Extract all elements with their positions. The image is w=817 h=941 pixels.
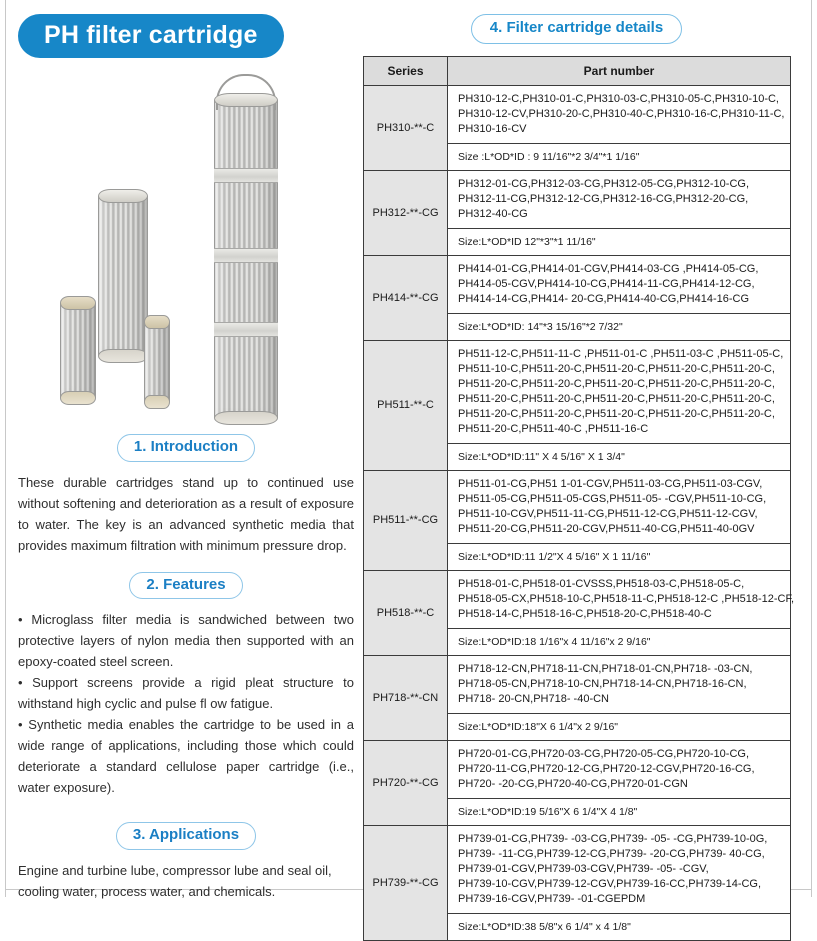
slim-cartridge-front	[144, 322, 170, 402]
part-number-cell	[448, 825, 791, 913]
section-pill-label: 1. Introduction	[117, 434, 255, 462]
part-number-line: PH511-20-CG,PH511-20-CGV,PH511-40-CG,PH511-40-0GV	[458, 522, 755, 535]
page-frame-right-line	[811, 0, 812, 897]
cartridge-end-cap-bottom	[60, 391, 96, 405]
cartridge-end-cap-top	[98, 189, 148, 203]
part-number-line: PH511-10-CGV,PH511-11-CG,PH511-12-CG,PH511-12-CGV,	[458, 507, 758, 520]
table-row	[364, 740, 791, 798]
section-pill-label: 2. Features	[129, 572, 242, 600]
feature-bullet: • Microglass filter media is sandwiched between two protective layers of nylon media then supported with an epoxy-coated steel screen.	[18, 612, 354, 670]
part-number-cell	[448, 570, 795, 628]
series-cell: PH511-**-C	[364, 340, 448, 470]
left-column	[18, 14, 354, 902]
table-row	[364, 570, 791, 628]
part-number-line: PH511-01-CG,PH51 1-01-CGV,PH511-03-CG,PH511-03-CGV,	[458, 477, 763, 490]
part-number-cell	[448, 655, 791, 713]
part-number-line: PH518-05-CX,PH518-10-C,PH518-11-C,PH518-12-C ,PH518-12-CF,	[458, 592, 795, 605]
part-number-line: PH718- 20-CN,PH718- -40-CN	[458, 692, 609, 705]
size-cell: Size:L*OD*ID:11 1/2"X 4 5/16" X 1 11/16"	[448, 543, 791, 570]
introduction-paragraph: These durable cartridges stand up to continued use without softening and deterioration as a result of exposure to water. The key is an advanced synthetic media that provides maximum filtration with minimum pressure drop.	[18, 474, 354, 553]
part-number-line: PH518-14-C,PH518-16-C,PH518-20-C,PH518-40-C	[458, 607, 712, 620]
small-cartridge-left	[60, 303, 96, 398]
cartridge-end-cap-top	[214, 93, 278, 107]
cartridge-end-cap-bottom	[98, 349, 148, 363]
table-row	[364, 470, 791, 543]
tall-cartridge-mid	[98, 196, 148, 356]
feature-bullet: • Support screens provide a rigid pleat structure to withstand high cyclic and pulse fl ow fatigue.	[18, 675, 354, 712]
part-number-line: PH310-12-C,PH310-01-C,PH310-03-C,PH310-05-C,PH310-10-C,	[458, 92, 779, 105]
size-cell: Size:L*OD*ID:38 5/8"x 6 1/4" x 4 1/8"	[448, 913, 791, 940]
part-number-line: PH720-01-CG,PH720-03-CG,PH720-05-CG,PH720-10-CG,	[458, 747, 750, 760]
cartridge-band	[214, 248, 278, 263]
table-row	[364, 655, 791, 713]
part-number-line: PH511-05-CG,PH511-05-CGS,PH511-05- -CGV,PH511-10-CG,	[458, 492, 767, 505]
section-heading-introduction	[18, 434, 354, 462]
cartridge-end-cap-bottom	[144, 395, 170, 409]
part-number-line: PH414-14-CG,PH414- 20-CG,PH414-40-CG,PH414-16-CG	[458, 292, 750, 305]
size-cell: Size:L*OD*ID 12"*3"*1 11/16"	[448, 228, 791, 255]
tallest-cartridge-with-handle	[214, 100, 278, 418]
column-header-series: Series	[364, 56, 448, 85]
part-number-line: PH310-16-CV	[458, 122, 527, 135]
size-cell: Size:L*OD*ID:11" X 4 5/16" X 1 3/4"	[448, 443, 791, 470]
part-number-line: PH511-10-C,PH511-20-C,PH511-20-C,PH511-20-C,PH511-20-C,	[458, 362, 775, 375]
part-number-line: PH739-01-CG,PH739- -03-CG,PH739- -05- -CG,PH739-10-0G,	[458, 832, 768, 845]
feature-bullet: • Synthetic media enables the cartridge to be used in a wide range of applications, including those which could deteriorate a standard cellulose paper cartridge (i.e., water exposure).	[18, 717, 354, 796]
size-cell: Size:L*OD*ID: 14"*3 15/16"*2 7/32"	[448, 313, 791, 340]
part-number-line: PH739-01-CGV,PH739-03-CGV,PH739- -05- -CGV,	[458, 862, 709, 875]
part-number-cell	[448, 340, 791, 443]
cartridge-end-cap-top	[60, 296, 96, 310]
series-cell: PH414-**-CG	[364, 255, 448, 340]
series-cell: PH511-**-CG	[364, 470, 448, 570]
cartridge-band	[214, 322, 278, 337]
section-heading-filter-cartridge-details	[363, 14, 790, 44]
part-number-line: PH511-20-C,PH511-20-C,PH511-20-C,PH511-20-C,PH511-20-C,	[458, 407, 775, 420]
page-frame-left-line	[5, 0, 6, 897]
series-cell: PH718-**-CN	[364, 655, 448, 740]
size-cell: Size:L*OD*ID:18 1/16"x 4 11/16"x 2 9/16"	[448, 628, 791, 655]
table-row	[364, 170, 791, 228]
table-row	[364, 255, 791, 313]
table-row	[364, 85, 791, 143]
part-number-cell	[448, 85, 791, 143]
section-heading-applications	[18, 822, 354, 850]
page-title: PH filter cartridge	[18, 14, 284, 58]
cartridge-end-cap-bottom	[214, 411, 278, 425]
series-cell: PH739-**-CG	[364, 825, 448, 940]
part-number-line: PH739-16-CGV,PH739- -01-CGEPDM	[458, 892, 646, 905]
part-number-line: PH310-12-CV,PH310-20-C,PH310-40-C,PH310-16-C,PH310-11-C,	[458, 107, 785, 120]
part-number-line: PH518-01-C,PH518-01-CVSSS,PH518-03-C,PH518-05-C,	[458, 577, 745, 590]
part-number-line: PH739- -11-CG,PH739-12-CG,PH739- -20-CG,PH739- 40-CG,	[458, 847, 765, 860]
table-row	[364, 825, 791, 913]
part-number-line: PH312-01-CG,PH312-03-CG,PH312-05-CG,PH312-10-CG,	[458, 177, 750, 190]
part-number-line: PH718-05-CN,PH718-10-CN,PH718-14-CN,PH718-16-CN,	[458, 677, 747, 690]
series-cell: PH518-**-C	[364, 570, 448, 655]
part-number-table	[363, 56, 795, 941]
part-number-line: PH720-11-CG,PH720-12-CG,PH720-12-CGV,PH720-16-CG,	[458, 762, 755, 775]
part-number-line: PH414-01-CG,PH414-01-CGV,PH414-03-CG ,PH414-05-CG,	[458, 262, 759, 275]
applications-paragraph: Engine and turbine lube, compressor lube and seal oil, cooling water, process water, and chemicals.	[18, 862, 332, 899]
part-number-line: PH312-40-CG	[458, 207, 528, 220]
section-heading-features	[18, 572, 354, 600]
size-cell: Size:L*OD*ID:19 5/16"X 6 1/4"X 4 1/8"	[448, 798, 791, 825]
product-photo	[18, 66, 354, 418]
right-column	[363, 14, 795, 941]
section-pill-label: 3. Applications	[116, 822, 256, 850]
part-number-line: PH312-11-CG,PH312-12-CG,PH312-16-CG,PH312-20-CG,	[458, 192, 749, 205]
series-cell: PH720-**-CG	[364, 740, 448, 825]
part-number-cell	[448, 170, 791, 228]
series-cell: PH312-**-CG	[364, 170, 448, 255]
part-number-cell	[448, 470, 791, 543]
part-number-line: PH414-05-CGV,PH414-10-CG,PH414-11-CG,PH414-12-CG,	[458, 277, 755, 290]
header-pill-label: 4. Filter cartridge details	[471, 14, 682, 44]
size-cell: Size:L*OD*ID:18"X 6 1/4"x 2 9/16"	[448, 713, 791, 740]
part-number-cell	[448, 255, 791, 313]
part-number-line: PH511-20-C,PH511-40-C ,PH511-16-C	[458, 422, 649, 435]
table-header-row	[364, 56, 791, 85]
column-header-part-number: Part number	[448, 56, 791, 85]
part-number-line: PH720- -20-CG,PH720-40-CG,PH720-01-CGN	[458, 777, 688, 790]
table-row	[364, 340, 791, 443]
series-cell: PH310-**-C	[364, 85, 448, 170]
part-number-line: PH511-20-C,PH511-20-C,PH511-20-C,PH511-20-C,PH511-20-C,	[458, 377, 775, 390]
cartridge-end-cap-top	[144, 315, 170, 329]
size-cell: Size :L*OD*ID : 9 11/16"*2 3/4"*1 1/16"	[448, 143, 791, 170]
cartridge-band	[214, 168, 278, 183]
part-number-line: PH739-10-CGV,PH739-12-CGV,PH739-16-CC,PH739-14-CG,	[458, 877, 762, 890]
part-number-cell	[448, 740, 791, 798]
part-number-line: PH511-20-C,PH511-20-C,PH511-20-C,PH511-20-C,PH511-20-C,	[458, 392, 775, 405]
part-number-line: PH511-12-C,PH511-11-C ,PH511-01-C ,PH511-03-C ,PH511-05-C,	[458, 347, 784, 360]
part-number-line: PH718-12-CN,PH718-11-CN,PH718-01-CN,PH718- -03-CN,	[458, 662, 753, 675]
